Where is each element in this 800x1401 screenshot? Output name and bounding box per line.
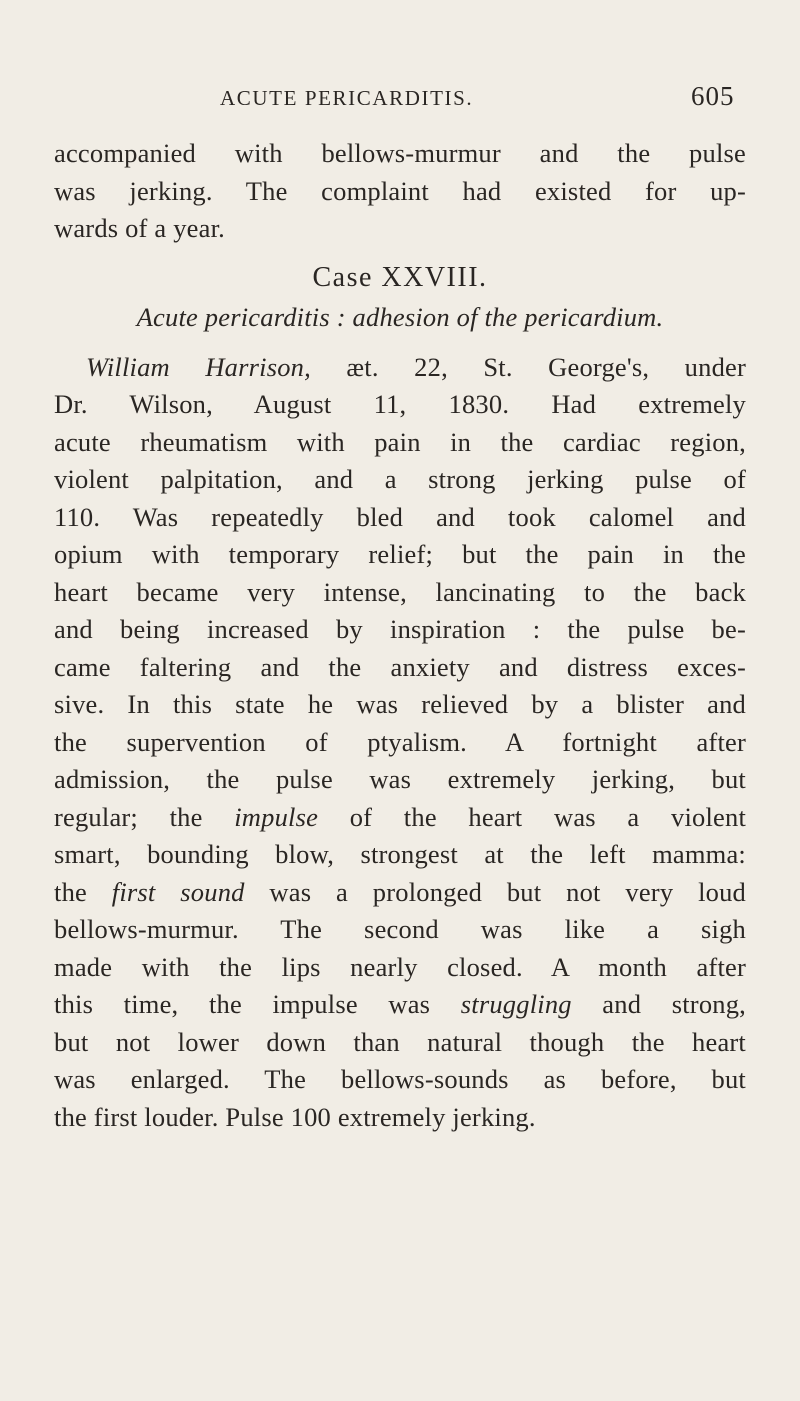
page-number: 605 (691, 81, 735, 111)
text-line: bellows-murmur. The second was like a sigh (54, 914, 746, 944)
text-line: was jerking. The complaint had existed for up- (54, 175, 746, 206)
text-fragment: regular; the (54, 801, 235, 832)
text-line: wards of a year. (54, 213, 225, 243)
text-line: accompanied with bellows-murmur and the pulse (54, 138, 746, 168)
text-line (54, 799, 746, 837)
text-line: came faltering and the anxiety and distress exces- (54, 651, 746, 682)
text-fragment: of the heart was a violent (318, 801, 747, 832)
text-fragment: and strong, (571, 989, 746, 1019)
emphasis-first-sound: first sound (111, 876, 245, 907)
text-line: smart, bounding blow, strongest at the left mamma: (54, 839, 746, 869)
text-line: sive. In this state he was relieved by a blister and (54, 689, 746, 719)
text-line: Dr. Wilson, August 11, 1830. Had extremely (54, 389, 746, 419)
case-subtitle: Acute pericarditis : adhesion of the pericardium. (136, 301, 664, 332)
text-line: and being increased by inspiration : the pulse be- (54, 614, 746, 644)
text-line: the first louder. Pulse 100 extremely jerking. (54, 1101, 536, 1132)
text-line: was enlarged. The bellows-sounds as before, but (54, 1064, 746, 1094)
text-line (54, 874, 746, 912)
text-line: made with the lips nearly closed. A month after (54, 951, 746, 982)
emphasis-struggling: struggling (460, 989, 572, 1019)
patient-name: William Harrison, (86, 351, 311, 382)
text-fragment: the (54, 876, 112, 907)
case-heading: Case XXVIII. (312, 261, 488, 293)
text-line: violent palpitation, and a strong jerking pulse of (54, 464, 746, 494)
text-line (54, 349, 746, 387)
emphasis-impulse: impulse (234, 801, 319, 832)
text-line (54, 986, 746, 1024)
running-head (0, 81, 800, 116)
text-fragment: this time, the impulse was (54, 989, 461, 1019)
text-fragment: was a prolonged but not very loud (244, 876, 746, 907)
text-line: 110. Was repeatedly bled and took calomel and (54, 501, 746, 532)
text-line: heart became very intense, lancinating to the back (54, 576, 746, 607)
running-title: ACUTE PERICARDITIS. (220, 86, 474, 110)
text-line: opium with temporary relief; but the pain in the (54, 539, 746, 569)
text-line: acute rheumatism with pain in the cardiac region, (54, 426, 746, 457)
text-line: admission, the pulse was extremely jerking, but (54, 764, 746, 794)
text-line: the supervention of ptyalism. A fortnight after (54, 726, 746, 757)
body-text (54, 135, 746, 1136)
text-fragment: æt. 22, St. George's, under (310, 351, 747, 382)
text-line: but not lower down than natural though the heart (54, 1026, 746, 1057)
